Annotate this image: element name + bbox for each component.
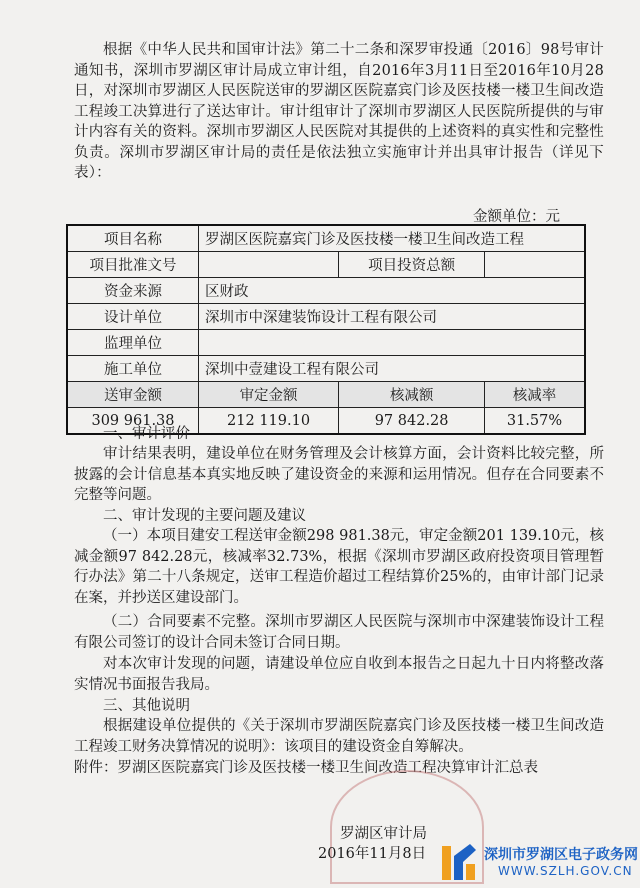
reduction-rate-header: 核减率 — [485, 382, 585, 408]
section-3-body: 根据建设单位提供的《关于深圳市罗湖医院嘉宾门诊及医技楼一楼卫生间改造工程竣工财务决算情况的说明》：该项目的建设资金自筹解决。 — [74, 718, 604, 755]
submitted-amount-value: 309 961.38 — [67, 408, 199, 435]
table-row — [67, 356, 585, 382]
approval-no-label: 项目批准文号 — [67, 252, 199, 278]
reduction-amount-header: 核减额 — [339, 382, 485, 408]
reduction-rate-value: 31.57% — [485, 408, 585, 435]
table-row — [67, 225, 585, 252]
table-row — [67, 304, 585, 330]
approval-no-value — [199, 252, 339, 278]
logo-url: WWW.SZLH.GOV.CN — [498, 864, 633, 878]
fund-source-value: 区财政 — [199, 278, 586, 304]
construct-unit-label: 施工单位 — [67, 356, 199, 382]
project-name-label: 项目名称 — [67, 225, 199, 252]
supervise-unit-value — [199, 330, 586, 356]
design-unit-label: 设计单位 — [67, 304, 199, 330]
audit-summary-table — [66, 224, 586, 435]
section-1-title: 一、审计评价 — [103, 426, 190, 442]
table-row — [67, 278, 585, 304]
project-name-value: 罗湖区医院嘉宾门诊及医技楼一楼卫生间改造工程 — [199, 225, 586, 252]
supervise-unit-label: 监理单位 — [67, 330, 199, 356]
approved-amount-header: 审定金额 — [199, 382, 339, 408]
section-3-title: 三、其他说明 — [103, 698, 190, 714]
section-2-followup: 对本次审计发现的问题，请建设单位应自收到本报告之日起九十日内将整改落实情况书面报告我局。 — [74, 656, 604, 693]
amount-unit-label: 金额单位：元 — [473, 209, 560, 225]
approved-amount-value: 212 119.10 — [199, 408, 339, 435]
site-watermark-logo — [440, 838, 640, 888]
section-1-body: 审计结果表明，建设单位在财务管理及会计核算方面，会计资料比较完整，所披露的会计信息基本真实地反映了建设资金的来源和运用情况。但存在合同要素不完整等问题。 — [74, 446, 604, 503]
fund-source-label: 资金来源 — [67, 278, 199, 304]
signature-org: 罗湖区审计局 — [340, 826, 427, 842]
table-row — [67, 330, 585, 356]
design-unit-value: 深圳市中深建装饰设计工程有限公司 — [199, 304, 586, 330]
luohu-logo-icon — [440, 840, 480, 884]
table-row — [67, 252, 585, 278]
attachment-note: 附件：罗湖区医院嘉宾门诊及医技楼一楼卫生间改造工程决算审计汇总表 — [74, 760, 538, 776]
section-2-item-1: （一）本项目建安工程送审金额298 981.38元，审定金额201 139.10元，核减金额97 842.28元，核减率32.73%，根据《深圳市罗湖区政府投资项目管理暂行办法》第二十八条规定，送审工程造价超过工程结算价25%的，由审计部门记录在案，并抄送区建设部门。 — [74, 528, 604, 606]
signature-date: 2016年11月8日 — [318, 846, 427, 862]
section-2-item-2: （二）合同要素不完整。深圳市罗湖区人民医院与深圳市中深建装饰设计工程有限公司签订的设计合同未签订合同日期。 — [74, 614, 604, 651]
total-invest-value — [485, 252, 585, 278]
section-2-title: 二、审计发现的主要问题及建议 — [103, 508, 306, 524]
logo-title: 深圳市罗湖区电子政务网 — [484, 847, 638, 863]
submitted-amount-header: 送审金额 — [67, 382, 199, 408]
intro-paragraph: 根据《中华人民共和国审计法》第二十二条和深罗审投通〔2016〕98号审计通知书，深圳市罗湖区审计局成立审计组，自2016年3月11日至2016年10月28日，对深圳市罗湖区人民医院送审的罗湖区医院嘉宾门诊及医技楼一楼卫生间改造工程竣工决算进行了送达审计。审计组审计了深圳市罗湖区人民医院所提供的与审计内容有关的资料。深圳市罗湖区人民医院对其提供的上述资料的真实性和完整性负责。深圳市罗湖区审计局的责任是依法独立实施审计并出具审计报告（详见下表）： — [74, 42, 604, 181]
total-invest-label: 项目投资总额 — [339, 252, 485, 278]
construct-unit-value: 深圳中壹建设工程有限公司 — [199, 356, 586, 382]
reduction-amount-value: 97 842.28 — [339, 408, 485, 435]
amount-header-row — [67, 382, 585, 408]
